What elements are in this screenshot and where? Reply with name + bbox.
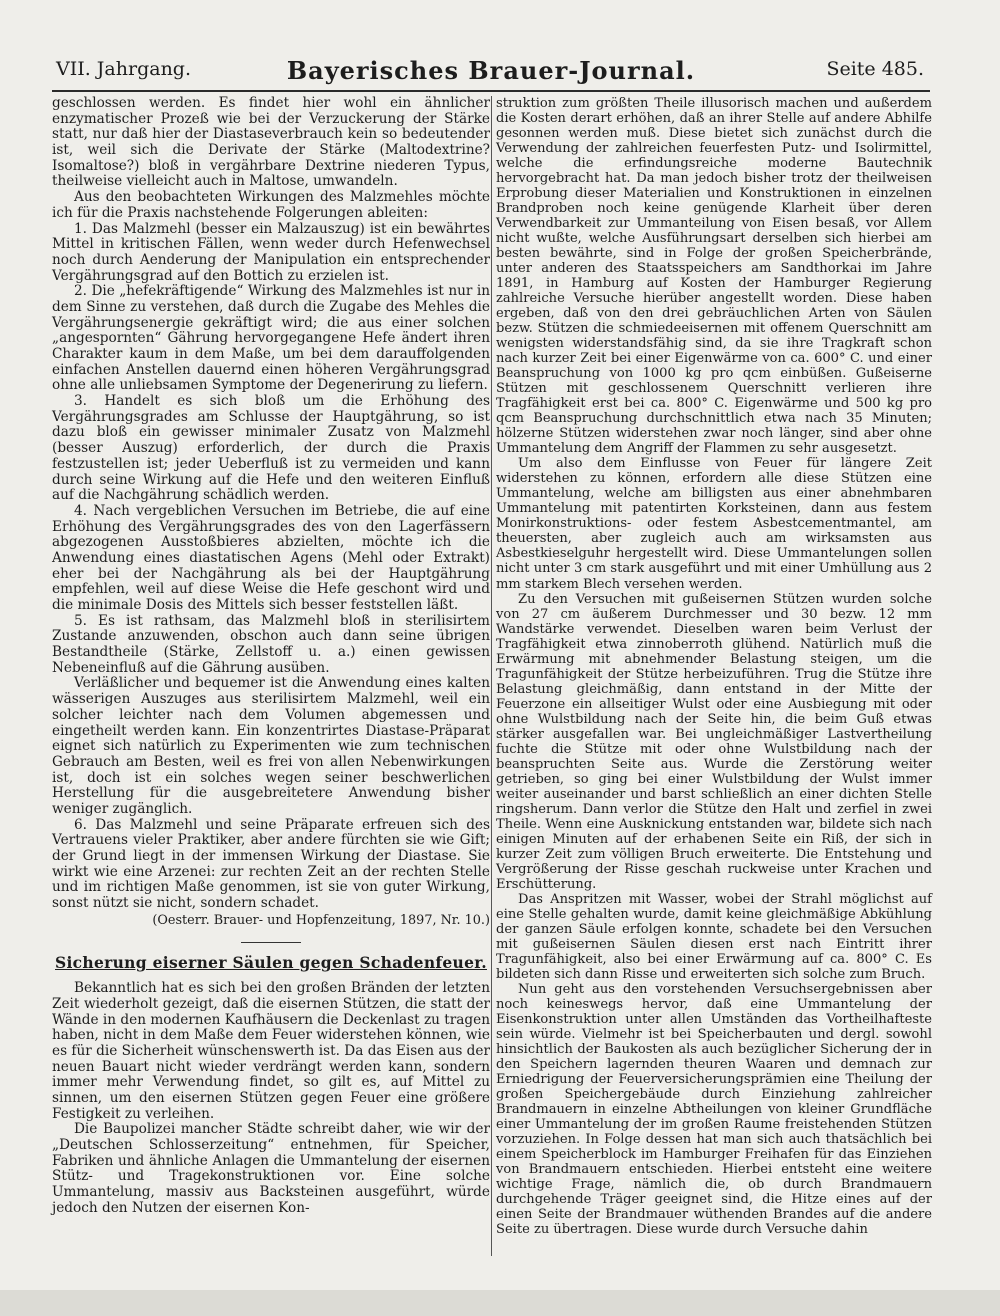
paragraph: Zu den Versuchen mit gußeisernen Stützen wurden solche von 27 cm äußerem Durchmesser und 30 bezw. 12 mm Wandstärke verwendet. Dieselben waren beim Verlust der Tragfähigkeit etwa zinnoberroth glühend. Natürlich muß die Erwärmung mit abnehmender Belastung steigen, um die Tragunfähigkeit der Stütze herbeizuführen. Trug die Stütze ihre Belastung gleichmäßig, dann entstand in der Mitte der Feuerzone ein allseitiger Wulst oder eine Ausbiegung mit oder ohne Wulstbildung nach der Seite hin, die beim Guß etwas stärker ausgefallen war. Bei ungleichmäßiger Lastvertheilung fuchte die Stütze mit oder ohne Wulstbildung nach der beanspruchten Seite aus. Wurde die Zerstörung weiter getrieben, so ging bei einer Wulstbildung der Wulst immer weiter auseinander und barst schließlich an einer dichten Stelle ringsherum. Dann verlor die Stütze den Halt und zerfiel in zwei Theile. Wenn eine Ausknickung entstanden war, bildete sich nach einigen Minuten auf der erhabenen Seite ein Riß, der sich in kurzer Zeit zum völligen Bruch erweiterte. Die Entstehung und Vergrößerung der Risse geschah ruckweise unter Krachen und Erschütterung. bbox=[496, 591, 932, 892]
paragraph: 6. Das Malzmehl und seine Präparate erfreuen sich des Vertrauens vieler Praktiker, aber andere fürchten sie wie Gift; der Grund liegt in der immensen Wirkung der Diastase. Sie wirkt wie eine Arzenei: zur rechten Zeit an der rechten Stelle und im richtigen Maße genommen, ist sie von guter Wirkung, sonst nützt sie nicht, sondern schadet. bbox=[52, 816, 490, 912]
paragraph: 4. Nach vergeblichen Versuchen im Betriebe, die auf eine Erhöhung des Vergährungsgrades des von den Lagerfässern abgezogenen Ausstoßbieres abzielten, möchte ich die Anwendung eines diastatischen Agens (Mehl oder Extrakt) eher bei der Nachgährung als bei der Hauptgährung empfehlen, weil auf diese Weise die Hefe geschont wird und die minimale Dosis des Mittels sich besser feststellen läßt. bbox=[52, 502, 490, 613]
paragraph: 3. Handelt es sich bloß um die Erhöhung des Vergährungsgrades am Schlusse der Hauptgährung, so ist dazu bloß ein gewisser minimaler Zusatz von Malzmehl (besser Auszug) erforderlich, der durch die Praxis festzustellen ist; jeder Ueberfluß ist zu vermeiden und kann durch seine Wirkung auf die Hefe und den weiteren Einfluß auf die Nachgährung schädlich werden. bbox=[52, 393, 490, 504]
paragraph: Um also dem Einflusse von Feuer für längere Zeit widerstehen zu können, erfordern alle diese Stützen eine Ummantelung, welche am billigsten aus einer abnehmbaren Ummantelung mit patentirten Korksteinen, dann aus festem Monirkonstruktions- oder festem Asbestcementmantel, am theuersten, aber zugleich auch am wirksamsten aus Asbestkieselguhr hergestellt wird. Diese Ummantelungen sollen nicht unter 3 cm stark ausgeführt und mit einer Umhüllung aus 2 mm starkem Blech versehen werden. bbox=[496, 456, 932, 592]
paragraph: Nun geht aus den vorstehenden Versuchsergebnissen aber noch keineswegs hervor, daß eine Ummantelung der Eisenkonstruktion unter allen Umständen das Vortheilhafteste sein würde. Vielmehr ist bei Speicherbauten und dergl. sowohl hinsichtlich der Baukosten als auch bezüglicher Sicherung der in den Speichern lagernden theuren Waaren und demnach zur Erniedrigung der Feuerversicherungsprämien eine Theilung der großen Speichergebäude durch Einziehung zahlreicher Brandmauern in einzelne Abtheilungen von kleiner Grundfläche einer Ummantelung der im großen Raume freistehenden Stützen vorzuziehen. In Folge dessen hat man sich auch thatsächlich bei einem Speicherblock im Hamburger Freihafen für das Einziehen von Brandmauern entschieden. Hierbei entsteht eine weitere wichtige Frage, nämlich die, ob durch Brandmauern durchgehende Träger geeignet sind, die Hitze eines auf der einen Seite der Brandmauer wüthenden Brandes auf die andere Seite zu übertragen. Diese wurde durch Versuche dahin bbox=[496, 981, 932, 1238]
volume-label: VII. Jahrgang. bbox=[56, 58, 192, 80]
section-divider bbox=[241, 942, 301, 943]
page-number: Seite 485. bbox=[826, 58, 924, 80]
article-title: Sicherung eiserner Säulen gegen Schadenfeuer. bbox=[55, 953, 487, 973]
right-column bbox=[496, 96, 932, 1237]
paragraph: Bekanntlich hat es sich bei den großen Bränden der letzten Zeit wiederholt gezeigt, daß die eisernen Stützen, die statt der Wände in den modernen Kaufhäusern die Deckenlast zu tragen haben, nicht in dem Maße dem Feuer widerstehen können, wie es für die Sicherheit wünschenswerth ist. Da das Eisen aus der neuen Bauart nicht wieder verdrängt werden kann, sondern immer mehr Verwendung findet, so gilt es, auf Mittel zu sinnen, um den eisernen Stützen gegen Feuer eine größere Festigkeit zu verleihen. bbox=[52, 980, 490, 1122]
paragraph: struktion zum größten Theile illusorisch machen und außerdem die Kosten derart erhöhen, daß an ihrer Stelle auf andere Abhilfe gesonnen werden muß. Diese bietet sich zunächst durch die Verwendung der zahlreichen feuerfesten Putz- und Isolirmittel, welche die erfindungsreiche moderne Bautechnik hervorgebracht hat. Da man jedoch bisher trotz der theilweisen Erprobung dieser Materialien und Konstruktionen in einzelnen Brandproben noch keine genügende Klarheit über deren Verwendbarkeit zur Ummanteilung von Eisen besaß, vor Allem nicht wußte, welche Ausführungsart derselben sich hierbei am besten bewährte, sind in Folge der großen Speicherbrände, unter anderen des Staatsspeichers am Sandthorkai im Jahre 1891, in Hamburg auf Kosten der Hamburger Regierung zahlreiche Versuche hierüber angestellt worden. Diese haben ergeben, daß von den drei gebräuchlichen Arten von Säulen bezw. Stützen die schmiedeeisernen mit offenem Querschnitt am wenigsten widerstandsfähig sind, da sie ihre Tragkraft schon nach kurzer Zeit bei einer Eigenwärme von ca. 600° C. und einer Beanspruchung von 1000 kg pro qcm einbüßen. Gußeiserne Stützen mit geschlossenem Querschnitt verlieren ihre Tragfähigkeit erst bei ca. 800° C. Eigenwärme und 500 kg pro qcm Beanspruchung durchschnittlich etwa nach 35 Minuten; hölzerne Stützen widerstehen zwar noch länger, sind aber ohne Ummantelung dem Angriff der Flammen zu sehr ausgesetzt. bbox=[496, 96, 932, 457]
paragraph: 1. Das Malzmehl (besser ein Malzauszug) ist ein bewährtes Mittel in kritischen Fällen, wenn weder durch Hefenwechsel noch durch Aenderung der Manipulation ein entsprechender Vergährungsgrad auf den Bottich zu erzielen ist. bbox=[52, 220, 490, 284]
paragraph: 2. Die „hefekräftigende“ Wirkung des Malzmehles ist nur in dem Sinne zu verstehen, daß durch die Zugabe des Mehles die Vergährungsenergie gekräftigt wird; die aus einer solchen „angespornten“ Gährung hervorgegangene Hefe ändert ihren Charakter kaum in dem Maße, um bei dem darauffolgenden einfachen Anstellen dauernd einen höheren Vergährungsgrad ohne alle unliebsamen Symptome der Degenerirung zu liefern. bbox=[52, 283, 490, 394]
paragraph: Verläßlicher und bequemer ist die Anwendung eines kalten wässerigen Auszuges aus sterilisirtem Malzmehl, weil ein solcher leichter nach dem Volumen abgemessen und eingetheilt werden kann. Ein konzentrirtes Diastase-Präparat eignet sich natürlich zu Experimenten wie zum technischen Gebrauch am Besten, weil es frei von allen Nebenwirkungen ist, doch ist ein solches wegen seiner beschwerlichen Herstellung für die ausgebreitetere Anwendung bisher weniger zugänglich. bbox=[52, 675, 490, 817]
journal-title: Bayerisches Brauer-Journal. bbox=[286, 56, 696, 85]
paragraph: Die Baupolizei mancher Städte schreibt daher, wie wir der „Deutschen Schlosserzeitung“ entnehmen, für Speicher, Fabriken und ähnliche Anlagen die Ummantelung der eisernen Stütz- und Tragekonstruktionen vor. Eine solche Ummantelung, massiv aus Backsteinen ausgeführt, würde jedoch den Nutzen der eisernen Kon- bbox=[52, 1121, 490, 1216]
paragraph: geschlossen werden. Es findet hier wohl ein ähnlicher enzymatischer Prozeß wie bei der Verzuckerung der Stärke statt, nur daß hier der Diastaseverbrauch kein so bedeutender ist, weil sich die Derivate der Stärke (Maltodextrine? Isomaltose?) bloß in vergährbare Dextrine niederen Typus, theilweise vielleicht auch in Maltose, umwandeln. bbox=[52, 95, 490, 190]
page-header bbox=[52, 56, 930, 92]
column-rule bbox=[491, 96, 492, 1256]
paragraph: 5. Es ist rathsam, das Malzmehl bloß in sterilisirtem Zustande anzuwenden, obschon auch dann seine übrigen Bestandtheile (Stärke, Zellstoff u. a.) einen gewissen Nebeneinfluß auf die Gährung ausüben. bbox=[52, 612, 490, 676]
left-column bbox=[52, 96, 490, 1216]
paragraph: Das Anspritzen mit Wasser, wobei der Strahl möglichst auf eine Stelle gehalten wurde, damit keine gleichmäßige Abkühlung der ganzen Säule erfolgen konnte, schadete bei den Versuchen mit gußeisernen Säulen diesen erst nach Eintritt ihrer Tragunfähigkeit, also bei einer Erwärmung auf ca. 800° C. Es bildeten sich dann Risse und erweiterten sich solche zum Bruch. bbox=[496, 891, 932, 982]
source-citation: (Oesterr. Brauer- und Hopfenzeitung, 1897, Nr. 10.) bbox=[152, 912, 490, 928]
page-bottom-margin bbox=[0, 1290, 1000, 1316]
paragraph: Aus den beobachteten Wirkungen des Malzmehles möchte ich für die Praxis nachstehende Folgerungen ableiten: bbox=[52, 189, 490, 221]
